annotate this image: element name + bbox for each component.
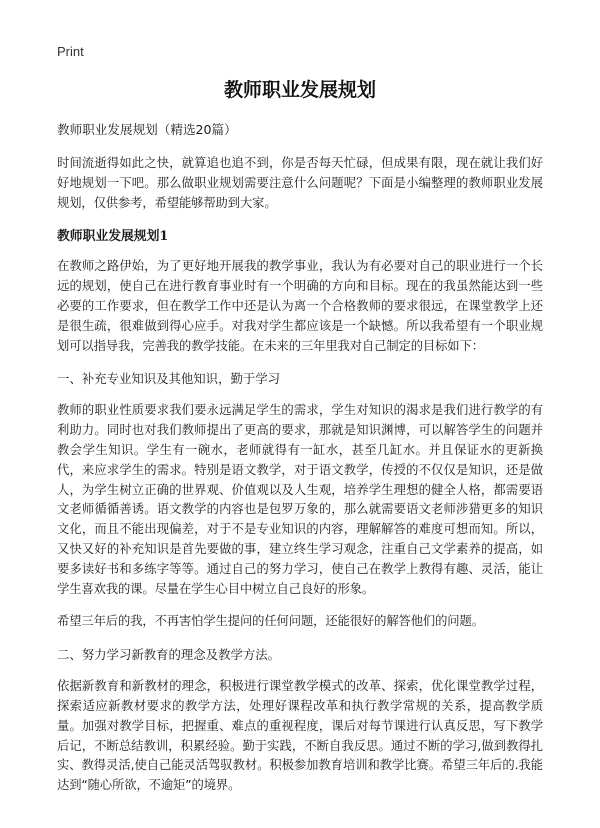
section-paragraph-1: 在教师之路伊始，为了更好地开展我的教学事业，我认为有必要对自己的职业进行一个长远的规划，使自己在进行教育事业时有一个明确的方向和目标。现在的我虽然能达到一些必要的工作要求，但在教学工作中还是认为离一个合格教师的要求很远，在课堂教学上还是很生疏，很难做到得心应手。对我对学生都应该是一个缺憾。所以我希望有一个职业规划可以指导我，完善我的教学技能。在未来的三年里我对自己制定的目标如下： bbox=[57, 259, 543, 353]
intro-paragraph: 时间流逝得如此之快，就算追也追不到，你是否每天忙碌，但成果有限，现在就让我们好好地规划一下吧。那么做职业规划需要注意什么问题呢？下面是小编整理的教师职业发展规划，仅供参考，希望能够帮助到大家。 bbox=[57, 156, 543, 210]
goal-1-closing: 希望三年后的我，不再害怕学生提问的任何问题，还能很好的解答他们的问题。 bbox=[57, 614, 484, 629]
document-title: 教师职业发展规划 bbox=[223, 79, 376, 101]
goal-1-paragraph: 教师的职业性质要求我们要永远满足学生的需求，学生对知识的渴求是我们进行教学的有利助力。同时也对我们教师提出了更高的要求，那就是知识渊博，可以解答学生的问题并教会学生知识。学生有一碗水，老师就得有一缸水，甚至几缸水。并且保证水的更新换代，来应求学生的需求。特别是语文教学，对于语文教学，传授的不仅仅是知识，还是做人，为学生树立正确的世界观、价值观以及人生观，培养学生理想的健全人格，都需要语文老师循循善诱。语文教学的内容也是包罗万象的，那么就需要语文老师涉猎更多的知识文化，而且不能出现偏差，对于不是专业知识的内容，理解解答的难度可想而知。所以，又快又好的补充知识是首先要做的事，建立终生学习观念，注重自己文学素养的提高，如要多读好书和多练字等等。通过自己的努力学习，使自己在教学上教得有趣、灵活，能让学生喜欢我的课。尽量在学生心目中树立自己良好的形象。 bbox=[57, 403, 543, 596]
goal-1-heading: 一、补充专业知识及其他知识，勤于学习 bbox=[57, 371, 281, 387]
section-heading: 教师职业发展规划1 bbox=[57, 229, 169, 245]
document-page bbox=[57, 44, 543, 809]
print-link[interactable]: Print bbox=[57, 44, 84, 59]
goal-2-heading: 二、努力学习新教育的理念及教学方法。 bbox=[57, 647, 281, 663]
goal-2-paragraph: 依据新教育和新教材的理念，积极进行课堂教学模式的改革、探索，优化课堂教学过程，探索适应新教材要求的教学方法，处理好课程改革和执行教学常规的关系，提高教学质量。加强对教学目标，把握重、难点的重视程度，课后对每节课进行认真反思，写下教学后记，不断总结教训，积累经验。勤于实践，不断自我反思。通过不断的学习,做到教得扎实、教得灵活,使自己能灵活驾驭教材。积极参加教育培训和教学比赛。希望三年后的.我能达到“随心所欲，不逾矩”的境界。 bbox=[57, 679, 543, 793]
document-subtitle: 教师职业发展规划（精选20篇） bbox=[57, 122, 237, 137]
